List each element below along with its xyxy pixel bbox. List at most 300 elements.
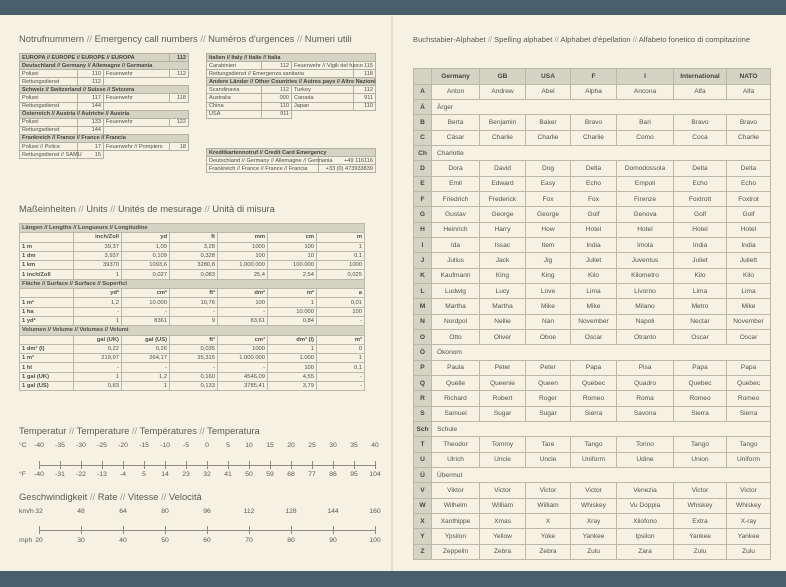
unit-value: - (317, 372, 365, 381)
emergency-number: 112 (262, 86, 292, 94)
unit-value: 0,027 (122, 270, 170, 279)
credit-card-row (207, 157, 376, 165)
alphabet-word: Charlie (526, 130, 571, 145)
scale-tick-label: 5 (226, 442, 230, 449)
alphabet-word: November (571, 314, 617, 329)
alphabet-row (414, 253, 771, 268)
alphabet-word: Papa (727, 360, 771, 375)
alphabet-word: Uncle (480, 452, 526, 467)
emergency-number: 112 (262, 62, 292, 70)
alphabet-word: Otto (432, 330, 480, 345)
alphabet-word: Whiskey (674, 498, 727, 513)
scale-tick-mark (291, 461, 292, 469)
credit-card-number: +49 116116 (319, 157, 376, 165)
title-part: Alphabet d'épellation (560, 35, 631, 44)
alphabet-word: Savona (617, 406, 674, 421)
scale-tick-label: -35 (55, 442, 65, 449)
scale-tick-mark (375, 461, 376, 469)
alphabet-letter: X (414, 514, 432, 529)
scale-tick-mark (228, 461, 229, 469)
alphabet-letter: Y (414, 529, 432, 544)
reference-sheet (0, 15, 786, 571)
unit-row-label: 1 m (20, 242, 74, 251)
alphabet-word: Sugar (480, 406, 526, 421)
scale-tick-label: 96 (203, 508, 211, 515)
unit-value: 219,97 (74, 354, 122, 363)
emergency-group-header: Andere Länder // Other Countries // Autres pays // Altre Nazioni (207, 78, 376, 86)
alphabet-word: George (526, 207, 571, 222)
alphabet-word: Ida (432, 237, 480, 252)
emergency-group-header: Italien // Italy // Italie // Italia (207, 54, 376, 62)
alphabet-word: Martha (432, 299, 480, 314)
alphabet-title (413, 35, 750, 44)
alphabet-letter: L (414, 283, 432, 298)
unit-value: - (122, 307, 170, 316)
unit-value: 39,37 (74, 242, 122, 251)
scale-tick-mark (39, 461, 40, 469)
scale-tick-label: 40 (371, 442, 379, 449)
scale-tick-label: 15 (266, 442, 274, 449)
unit-value: 0,22 (74, 344, 122, 353)
unit-column-header: cm (268, 233, 317, 242)
alphabet-word: George (480, 207, 526, 222)
scale-tick-label: 40 (119, 537, 127, 544)
emergency-row (20, 94, 189, 102)
credit-card-number: +33 (0) 473933839 (319, 165, 376, 173)
alphabet-word: Romeo (727, 391, 771, 406)
alphabet-row (414, 422, 771, 437)
scale-unit-label: °F (19, 471, 26, 478)
alphabet-word: Roma (617, 391, 674, 406)
service-label: Polizei (20, 118, 78, 126)
unit-row (20, 261, 365, 270)
scale-tick-label: -13 (97, 471, 107, 478)
alphabet-row (414, 345, 771, 360)
unit-value: 35,315 (170, 354, 218, 363)
emergency-row (20, 143, 189, 151)
alphabet-word: Charlie (571, 130, 617, 145)
scale-tick-mark (291, 526, 292, 534)
alphabet-word: David (480, 161, 526, 176)
alphabet-word: Pisa (617, 360, 674, 375)
alphabet-word: Mike (526, 299, 571, 314)
country-label: Deutschland // Germany // Allemagne // Germania (207, 157, 319, 165)
alphabet-word: Nellie (480, 314, 526, 329)
emergency-row (207, 102, 376, 110)
emergency-row (207, 94, 376, 102)
alphabet-word: Julius (432, 253, 480, 268)
service-label: Feuerwehr (104, 70, 170, 78)
alphabet-word: Queen (526, 376, 571, 391)
alphabet-word: Firenze (617, 191, 674, 206)
alphabet-letter: F (414, 191, 432, 206)
alphabet-row (414, 330, 771, 345)
unit-column-header-row (20, 335, 365, 344)
credit-card-table (206, 148, 376, 173)
alphabet-word: Zara (617, 544, 674, 559)
alphabet-word: Juventus (617, 253, 674, 268)
title-part: Spelling alphabet (494, 35, 553, 44)
alphabet-row (414, 314, 771, 329)
alphabet-letter: G (414, 207, 432, 222)
unit-value: - (218, 363, 268, 372)
alphabet-letter: Ä (414, 99, 432, 114)
alphabet-word: Berta (432, 115, 480, 130)
alphabet-letter: I (414, 237, 432, 252)
alphabet-word: Dog (526, 161, 571, 176)
alphabet-word: Coca (674, 130, 727, 145)
alphabet-word: Heinrich (432, 222, 480, 237)
unit-column-header: cm³ (218, 335, 268, 344)
unit-value: 100 (218, 298, 268, 307)
alphabet-word: Übermut (432, 468, 771, 483)
alphabet-word: Fox (526, 191, 571, 206)
alphabet-letter: T (414, 437, 432, 452)
service-label: Turkey (292, 86, 354, 94)
scale-tick-mark (333, 526, 334, 534)
service-label: Rettungsdienst (20, 78, 78, 86)
unit-value: 8361 (122, 316, 170, 325)
unit-value: - (170, 363, 218, 372)
alphabet-header-row (414, 69, 771, 85)
service-label: Polizei // Police (20, 143, 78, 151)
unit-value: 100 (317, 307, 365, 316)
alphabet-letter: A (414, 84, 432, 99)
alphabet-row (414, 191, 771, 206)
alphabet-row (414, 268, 771, 283)
title-part: Temperature (76, 425, 130, 436)
unit-column-header: a (317, 289, 365, 298)
unit-value: 0,01 (317, 298, 365, 307)
scale-tick-mark (39, 526, 40, 534)
unit-row (20, 382, 365, 391)
title-separator: // (84, 33, 95, 44)
emergency-row (20, 134, 189, 142)
scale-tick-label: 32 (203, 471, 211, 478)
alphabet-word: King (526, 268, 571, 283)
unit-value: 100 (268, 242, 317, 251)
alphabet-word: Ulrich (432, 452, 480, 467)
unit-column-header: ft³ (170, 335, 218, 344)
emergency-number: 911 (354, 94, 376, 102)
unit-value: - (317, 316, 365, 325)
alphabet-word: Cäsar (432, 130, 480, 145)
unit-value: 3785,41 (218, 382, 268, 391)
scale-tick-label: 35 (350, 442, 358, 449)
scale-tick-label: 25 (308, 442, 316, 449)
alphabet-letter: W (414, 498, 432, 513)
scale-tick-label: 95 (350, 471, 358, 478)
unit-value: 0,83 (74, 382, 122, 391)
scale-tick-mark (186, 461, 187, 469)
alphabet-letter: Z (414, 544, 432, 559)
emergency-number: 122 (170, 118, 189, 126)
emergency-row (207, 70, 376, 78)
title-part: Velocità (168, 491, 202, 502)
scale-tick-label: 50 (245, 471, 253, 478)
scale-tick-label: -22 (76, 471, 86, 478)
scale-tick-label: 60 (203, 537, 211, 544)
service-label: Rettungsdienst // Emergenza sanitaria (207, 70, 354, 78)
unit-value: 0,083 (170, 270, 218, 279)
credit-card-header: Kreditkartennotruf // Credit Card Emergency (207, 149, 376, 157)
alphabet-word: Alpha (571, 84, 617, 99)
emergency-row (207, 54, 376, 62)
alphabet-word: Kaufmann (432, 268, 480, 283)
unit-value: - (74, 307, 122, 316)
emergency-row (20, 62, 189, 70)
alphabet-word: Papa (571, 360, 617, 375)
scale-tick-label: 64 (119, 508, 127, 515)
alphabet-word: Livorno (617, 283, 674, 298)
scale-tick-mark (60, 461, 61, 469)
alphabet-letter: P (414, 360, 432, 375)
emergency-title (19, 33, 352, 44)
scale-tick-mark (207, 526, 208, 534)
unit-row (20, 270, 365, 279)
temperature-title (19, 425, 260, 436)
alphabet-letter: H (414, 222, 432, 237)
alphabet-word: Oboe (526, 330, 571, 345)
unit-value: 0,26 (122, 344, 170, 353)
alphabet-row (414, 406, 771, 421)
unit-value: - (218, 307, 268, 316)
emergency-number: 17 (78, 143, 104, 151)
alphabet-word: Zulu (727, 544, 771, 559)
scale-unit-label: km/h (19, 508, 34, 515)
unit-group-row (20, 224, 365, 233)
service-label: Feuerwehr (104, 118, 170, 126)
alphabet-word: Edward (480, 176, 526, 191)
scale-tick-mark (102, 461, 103, 469)
alphabet-row (414, 452, 771, 467)
alphabet-word: Golf (674, 207, 727, 222)
emergency-group-header: Österreich // Austria // Autriche // Austria (20, 110, 189, 118)
unit-row (20, 363, 365, 372)
alphabet-word: Sugar (526, 406, 571, 421)
title-separator: // (294, 33, 305, 44)
alphabet-word: Juliet (571, 253, 617, 268)
unit-value: 0,025 (317, 270, 365, 279)
scale-tick-label: -40 (34, 471, 44, 478)
alphabet-word: Emil (432, 176, 480, 191)
scale-tick-label: 128 (285, 508, 297, 515)
service-label: Feuerwehr (104, 94, 170, 102)
alphabet-word: Viktor (432, 483, 480, 498)
alphabet-word: Whiskey (571, 498, 617, 513)
unit-value: 1.000 (268, 354, 317, 363)
alphabet-letter: R (414, 391, 432, 406)
alphabet-word: Golf (727, 207, 771, 222)
alphabet-word: Oliver (480, 330, 526, 345)
scale-tick-label: -25 (97, 442, 107, 449)
unit-value: 1000 (317, 261, 365, 270)
unit-value: 1,2 (122, 372, 170, 381)
scale-tick-label: -4 (119, 471, 127, 478)
service-label: Carabinieri (207, 62, 262, 70)
unit-value: 3,937 (74, 251, 122, 260)
alphabet-word: Victor (480, 483, 526, 498)
alphabet-word: Mike (571, 299, 617, 314)
alphabet-word: Tango (674, 437, 727, 452)
title-part: Notrufnummern (19, 33, 85, 44)
alphabet-row (414, 468, 771, 483)
emergency-number: 000 (262, 94, 292, 102)
alphabet-word: Tommy (480, 437, 526, 452)
alphabet-word: Friedrich (432, 191, 480, 206)
emergency-number: 144 (78, 126, 104, 134)
scale-tick-label: 5 (142, 471, 146, 478)
unit-group-header: Volumen // Volume // Volumes // Volumi (20, 326, 365, 335)
unit-value: 0,328 (170, 251, 218, 260)
alphabet-row (414, 283, 771, 298)
alphabet-word: Sierra (674, 406, 727, 421)
service-label: Canada (292, 94, 354, 102)
unit-value: 1 (74, 270, 122, 279)
alphabet-word: Ludwig (432, 283, 480, 298)
unit-column-header: inch/Zoll (74, 233, 122, 242)
alphabet-word: Union (674, 452, 727, 467)
alphabet-row (414, 237, 771, 252)
service-label: Scandinavia (207, 86, 262, 94)
emergency-number: 112 (170, 54, 189, 62)
alphabet-word: Yoke (526, 529, 571, 544)
unit-value: 1 (74, 316, 122, 325)
scale-tick-label: -15 (139, 442, 149, 449)
unit-value: 1093,6 (122, 261, 170, 270)
unit-row-label: 1 inch/Zoll (20, 270, 74, 279)
alphabet-word: Yankee (674, 529, 727, 544)
alphabet-word: Bravo (727, 115, 771, 130)
title-part: Units (86, 203, 108, 214)
unit-value: 0,1 (317, 363, 365, 372)
unit-value: 3,28 (170, 242, 218, 251)
alphabet-word: Yankee (727, 529, 771, 544)
unit-value: - (170, 307, 218, 316)
emergency-number: 112 (354, 86, 376, 94)
scale-tick-label: 104 (369, 471, 381, 478)
emergency-row (207, 110, 376, 118)
title-part: Temperatura (207, 425, 260, 436)
alphabet-column-header: Germany (432, 69, 480, 85)
alphabet-row (414, 115, 771, 130)
alphabet-word: Kilo (674, 268, 727, 283)
scale-tick-label: 59 (266, 471, 274, 478)
emergency-row (20, 118, 189, 126)
unit-value: 1 (122, 382, 170, 391)
title-part: Vitesse (127, 491, 159, 502)
unit-value: 3,79 (268, 382, 317, 391)
emergency-number: 115 (354, 62, 376, 70)
alphabet-word: Genova (617, 207, 674, 222)
alphabet-row (414, 483, 771, 498)
unit-value: 1 (74, 372, 122, 381)
title-part: Alfabeto fonetico di compitazione (638, 35, 751, 44)
alphabet-row (414, 360, 771, 375)
scale-tick-mark (270, 461, 271, 469)
service-label: Feuerwehr // Vigili del fuoco (292, 62, 354, 70)
alphabet-word: William (480, 498, 526, 513)
emergency-number: 118 (354, 70, 376, 78)
alphabet-letter: Sch (414, 422, 432, 437)
alphabet-word: X-ray (727, 514, 771, 529)
speed-scale (19, 506, 381, 550)
alphabet-word: Martha (480, 299, 526, 314)
alphabet-word: Imola (617, 237, 674, 252)
unit-row-label: 1 dm (20, 251, 74, 260)
alphabet-word: Jack (480, 253, 526, 268)
emergency-row (20, 54, 189, 62)
alphabet-word: Anton (432, 84, 480, 99)
emergency-group-header: Deutschland // Germany // Allemagne // Germania (20, 62, 189, 70)
alphabet-word: Napoli (617, 314, 674, 329)
alphabet-word: Tare (526, 437, 571, 452)
unit-value: 3280,8 (170, 261, 218, 270)
alphabet-word: Victor (727, 483, 771, 498)
unit-column-header: m (317, 233, 365, 242)
scale-tick-label: 14 (161, 471, 169, 478)
alphabet-word: Oscar (571, 330, 617, 345)
alphabet-word: Ypsilon (432, 529, 480, 544)
title-separator: // (630, 35, 639, 44)
alphabet-word: Harry (480, 222, 526, 237)
emergency-row (207, 86, 376, 94)
service-label: Rettungsdienst // SAMU (20, 151, 78, 159)
alphabet-word: Xray (571, 514, 617, 529)
unit-value: 0,109 (122, 251, 170, 260)
emergency-group-header: Schweiz // Switzerland // Suisse // Svizzera (20, 86, 189, 94)
title-separator: // (196, 425, 208, 436)
unit-row-label: 1 dm³ (l) (20, 344, 74, 353)
alphabet-word: Quebec (674, 376, 727, 391)
alphabet-word: Extra (674, 514, 727, 529)
alphabet-row (414, 176, 771, 191)
unit-value: 10.000 (268, 307, 317, 316)
unit-value: 1,2 (74, 298, 122, 307)
alphabet-word: Schule (432, 422, 771, 437)
speed-title (19, 491, 202, 502)
title-separator: // (107, 203, 119, 214)
alphabet-word: Mike (727, 299, 771, 314)
alphabet-word: Delta (727, 161, 771, 176)
temperature-scale (19, 442, 381, 482)
alphabet-word: Baker (526, 115, 571, 130)
service-label: Australia (207, 94, 262, 102)
emergency-number: 18 (170, 143, 189, 151)
alphabet-word: Charlie (727, 130, 771, 145)
unit-row (20, 316, 365, 325)
unit-row (20, 307, 365, 316)
service-label: Polizei (20, 94, 78, 102)
unit-row (20, 298, 365, 307)
unit-corner-cell (20, 233, 74, 242)
alphabet-letter: D (414, 161, 432, 176)
emergency-number: 112 (170, 70, 189, 78)
alphabet-word: Lima (674, 283, 727, 298)
scale-tick-label: -31 (55, 471, 65, 478)
emergency-number: 118 (170, 94, 189, 102)
scale-tick-mark (333, 461, 334, 469)
alphabet-word: Tango (727, 437, 771, 452)
alphabet-word: Empoli (617, 176, 674, 191)
scale-tick-mark (144, 461, 145, 469)
title-separator: // (197, 33, 209, 44)
alphabet-word: Nectar (674, 314, 727, 329)
alphabet-letter: Ö (414, 345, 432, 360)
alphabet-row (414, 437, 771, 452)
title-separator: // (158, 491, 169, 502)
emergency-number: 144 (78, 102, 104, 110)
